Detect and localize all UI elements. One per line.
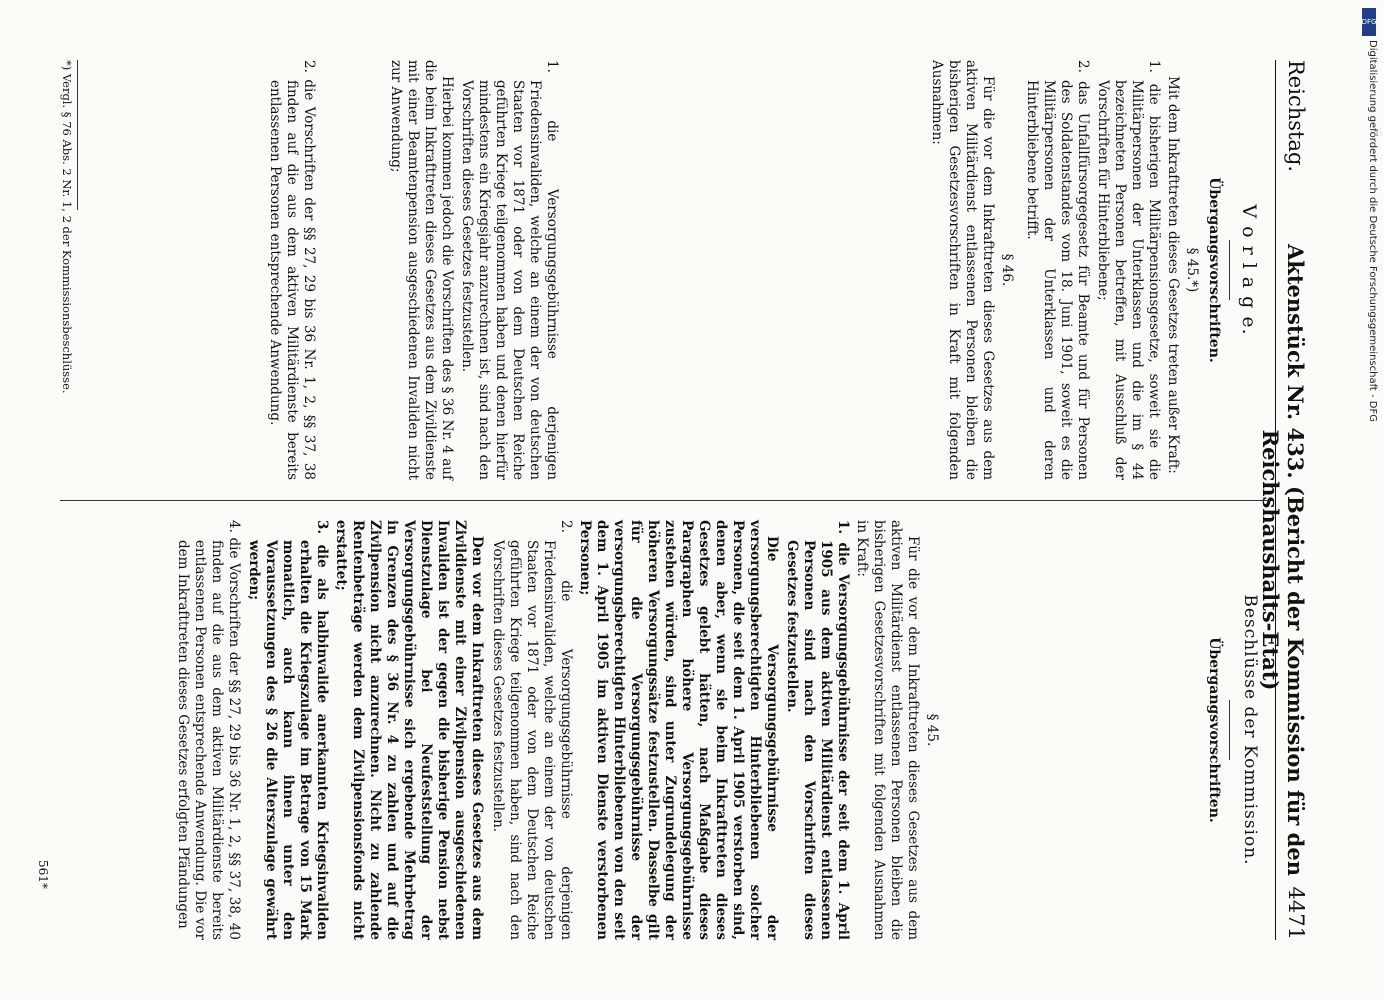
- left-column-body-lower: [263, 60, 560, 480]
- right-item-2: 2. die Versorgungsgebührnisse derjenigen Friedensinvaliden, welche an einem der von deutschen Staaten vor 1871 oder von dem Deutschen Reiche geführten Kriege teilgenommen haben, sind nach den Vorschriften dieses Gesetzes festzustellen.: [490, 520, 574, 940]
- dfg-logo: DFG: [1362, 8, 1376, 36]
- left-sec45-title: § 45.*): [1184, 247, 1200, 293]
- right-column-heading: Beschlüsse der Kommission.: [1240, 594, 1260, 866]
- left-sec45-item-2: 2. das Unfallfürsorgegesetz für Beamte und für Personen des Soldatenstandes vom 18. Juni 1901, soweit es die Militärpersonen der Unterklassen und deren Hinterbliebene betrifft.: [1024, 60, 1091, 480]
- right-sec45-title: § 45.: [924, 713, 940, 747]
- right-item-1-cont: Die Versorgungsgebührnisse der versorgungsberechtigten Hinterbliebenen solcher Personen, die seit dem 1. April 1905 verstorben sind, denen aber, wenn sie beim Inkrafttreten dieses Gesetzes gelebt hätten, nach Maßgabe dieses Paragraphen höhere Versorgungsgebührnisse zustehen würden, sind unter Zugrundelegung der höheren Versorgungssätze festzustellen. Dasselbe gilt für die Versorgungsgebührnisse der versorgungsberechtigten Hinterbliebenen von den seit dem 1. April 1905 im aktiven Dienste verstorbenen Personen;: [577, 520, 780, 940]
- left-sec46-title: § 46.: [999, 253, 1015, 287]
- left-column-heading: V o r l a g e.: [1238, 204, 1260, 336]
- heading-rule: [1229, 240, 1230, 300]
- column-divider: [60, 500, 1270, 501]
- right-column-body: [171, 520, 940, 940]
- header-left: Reichstag.: [1284, 60, 1308, 173]
- header-title: Aktenstück Nr. 433. (Bericht der Kommission für den Reichshaushalts-Etat): [1258, 243, 1308, 876]
- right-item-3: 3. die als halbinvalide anerkannten Kriegsinvaliden erhalten die Kriegszulage im Betrage von 15 Mark monatlich, auch kann ihnen unter den Voraussetzungen des § 26 die Alterszulage gewährt werden;: [246, 520, 330, 940]
- right-item-4: 4. die Vorschriften der §§ 27, 29 bis 36 Nr. 1, 2, §§ 37, 38, 40 finden auf die aus dem aktiven Militärdienste bereits entlassenen Personen entsprechende Anwendung. Die vor dem Inkrafttreten dieses Gesetzes erfolgten Pfändungen: [175, 520, 242, 940]
- left-sec46-item-1-cont: Hierbei kommen jedoch die Vorschriften des § 36 Nr. 4 auf die beim Inkrafttreten dieses Gesetzes aus dem Zivildienste mit einer Beamtenpension ausgeschiedenen Invaliden nicht zur Anwendung;: [388, 60, 455, 480]
- right-sec45-intro: Für die vor dem Inkrafttreten dieses Gesetzes aus dem aktiven Militärdienst entlassenen Personen bleiben die bisherigen Gesetzesvorschriften mit folgenden Ausnahmen in Kraft:: [854, 520, 921, 940]
- digitization-notice: Digitalisierung gefördert durch die Deutsche Forschungsgemeinschaft - DFG: [1367, 40, 1378, 423]
- left-footnote: *) Vergl. § 76 Abs. 2 Nr. 1, 2 der Kommissionsbeschlüsse.: [60, 60, 74, 394]
- page-header: [1258, 60, 1310, 940]
- right-item-1: 1. die Versorgungsgebührnisse der seit dem 1. April 1905 aus dem aktiven Militärdienst entlassenen Personen sind nach den Vorschriften dieses Gesetzes festzustellen.: [784, 520, 851, 940]
- page-mark: 561*: [36, 860, 50, 889]
- left-sec46-intro: Für die vor dem Inkrafttreten dieses Gesetzes aus dem aktiven Militärdienst entlassenen Personen bleiben die bisherigen Gesetzesvorschriften in Kraft mit folgenden Ausnahmen:: [929, 60, 996, 480]
- page-number: 4471: [1284, 886, 1308, 940]
- right-item-2-cont: Den vor dem Inkrafttreten dieses Gesetzes aus dem Zivildienste mit einer Zivilpension ausgeschiedenen Invaliden ist der gegen die bisherige Pension nebst Dienstzulage bei Neufeststellung der Versorgungsgebührnisse sich ergebende Mehrbetrag in Grenzen des § 36 Nr. 4 zu zahlen und auf die Zivilpension nicht anzurechnen. Nicht zu zahlende Rentenbeträge werden dem Zivilpensionsfonds nicht erstattet;: [333, 520, 485, 940]
- right-column-subheading: Übergangsvorschriften.: [1206, 637, 1222, 823]
- left-sec46-item-2: 2. die Vorschriften der §§ 27, 29 bis 36 Nr. 1, 2, §§ 37, 38 finden auf die aus dem aktiven Militärdienste bereits entlassenen Personen entsprechende Anwendung.: [267, 60, 317, 480]
- rotated-document-page: [30, 0, 1330, 1000]
- heading-rule-right: [1229, 700, 1230, 760]
- footnote-rule: [77, 60, 78, 210]
- left-sec45-intro: Mit dem Inkrafttreten dieses Gesetzes treten außer Kraft:: [1165, 76, 1181, 474]
- left-sec46-item-1: 1. die Versorgungsgebührnisse derjenigen Friedensinvaliden, welche an einem der von deutschen Staaten vor 1871 oder von dem Deutschen Reiche geführten Kriege teilgenommen haben und denen hierfür mindestens ein Kriegsjahr anzurechnen ist, sind nach den Vorschriften dieses Gesetzes festzustellen.: [459, 60, 560, 480]
- left-sec45-item-1: 1. die bisherigen Militärpensionsgesetze, soweit sie die Militärpersonen der Unterklassen und die im § 44 bezeichneten Personen betreffen, mit Ausschluß der Vorschriften für Hinterbliebene;: [1095, 60, 1162, 480]
- left-column-body: [926, 60, 1200, 480]
- left-column-subheading: Übergangsvorschriften.: [1206, 177, 1222, 363]
